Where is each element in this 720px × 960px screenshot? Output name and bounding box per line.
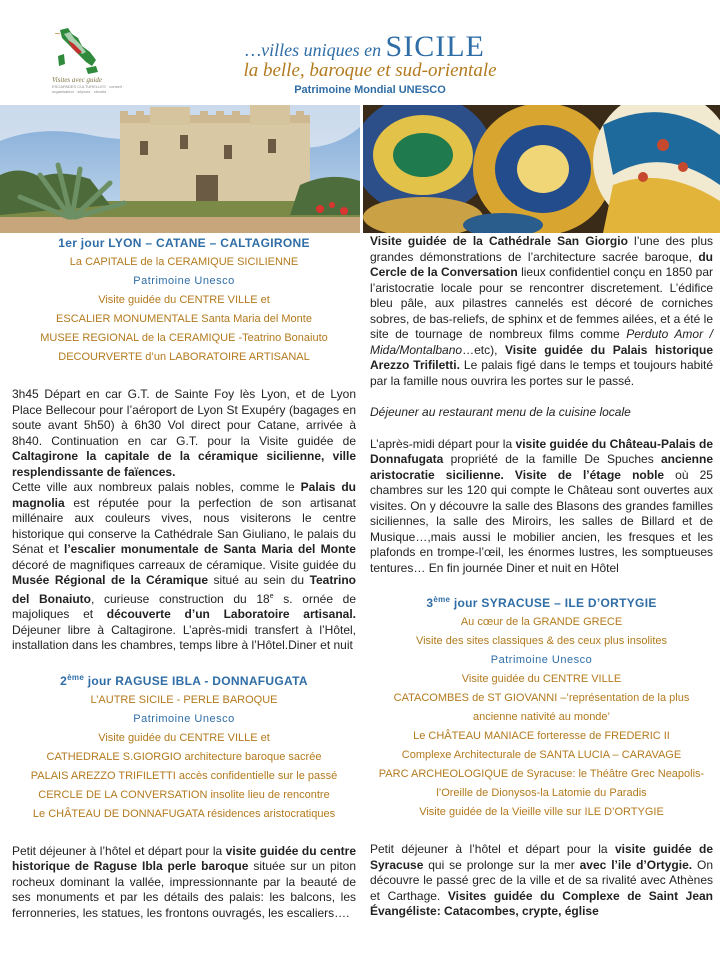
- day2-title-num: 2: [60, 673, 68, 688]
- page-title: [0, 30, 720, 64]
- text-run: propriété de la famille De Spuches: [443, 452, 661, 466]
- text-run: Petit déjeuner à l’hôtel et départ pour la: [370, 842, 615, 856]
- heritage-label: Patrimoine Mondial UNESCO: [294, 84, 446, 96]
- text-run-bold: l’escalier monumentale de Santa Maria del Monte: [64, 542, 356, 556]
- day3-line: Visite guidée du CENTRE VILLE: [461, 673, 622, 685]
- text-run: où 25 chambres sur les 120 qui compte le Château sont ouvertes aux visites. On y découvre la salle des Blasons des grandes familles siciliennes, la salle des Miroirs, les salles de Billard et de Musique…,mais aussi le mobilier ancien, les fresques et les plafonds en trompe-l’œil, les énormes lustres, les somptueuses tentures… En fin journée Diner et nuit en Hôtel: [370, 467, 713, 575]
- right-column: [370, 234, 713, 920]
- day3-paragraph-1: [370, 842, 713, 920]
- day2-paragraph-1: [12, 844, 356, 922]
- text-run: l’une des plus grandes démonstrations de l’architecture sacrée baroque,: [370, 234, 714, 264]
- text-run-sup: e: [269, 592, 274, 600]
- logo-subtitle: ESCAPADES CULTURELLES · conseil · organisation · séjours · circuits: [52, 84, 125, 94]
- text-run: On découvre le passé grec de la ville et de sa rivalité avec Athènes et Carthage.: [370, 857, 713, 903]
- text-run: qui se prolonge sur la mer: [423, 857, 580, 872]
- text-run: Cette ville aux nombreux palais nobles, comme le: [12, 480, 301, 494]
- text-run-bold: Visites guidée du Complexe de Saint Jean Évangéliste: Catacombes, crypte, église: [370, 888, 714, 918]
- text-run: Le palais figé dans le temps et toujours habité par la famille nous ouvrira les portes sur le passé.: [370, 358, 713, 388]
- text-run: situé au sein du: [208, 573, 310, 587]
- day2-line: Le CHÂTEAU DE DONNAFUGATA résidences aristocratiques: [32, 807, 336, 820]
- text-run: …etc),: [462, 342, 505, 357]
- day1-line: MUSEE REGIONAL de la CERAMIQUE -Teatrino Bonaiuto: [40, 332, 328, 344]
- day1-title: 1er jour LYON – CATANE – CALTAGIRONE: [58, 236, 310, 250]
- page-header: [0, 0, 720, 104]
- day3-title: [370, 590, 713, 613]
- day1-paragraph-2: [12, 480, 356, 654]
- day3-line: Complexe Architecturale de SANTA LUCIA – CARAVAGE: [401, 749, 682, 761]
- day3-program: [370, 590, 713, 822]
- text-run-bold: visite guidée du Château-Palais de Donnafugata: [370, 436, 713, 466]
- text-run: , curieuse construction du 18: [91, 591, 270, 606]
- text-run: lieux confidentiel conçu en 1850 par l’aristocratie locale pour se rencontrer discretement. L’édifice bleu pâle, aux pilastres cannelés est décoré de corniches sobres, de bas-reliefs, de sphinx et de femmes ailées, et a été le site de tournage de nombreux films comme: [370, 265, 713, 341]
- day3-title-sup: ème: [433, 595, 451, 604]
- day2-line: Visite guidée du CENTRE VILLE et: [98, 731, 270, 744]
- day3-line: Visite guidée de la Vieille ville sur ILE D’ORTYGIE: [419, 806, 664, 818]
- logo-title: Visites avec guide: [52, 76, 103, 84]
- text-run-bold: ancienne aristocratie sicilienne. Visite de l’étage noble: [370, 452, 713, 482]
- day1-program: [12, 234, 356, 367]
- day2-paragraph-2: [370, 234, 713, 389]
- day3-line: Le CHÂTEAU MANIACE forteresse de FREDERIC II: [413, 730, 670, 742]
- day2-title-rest: jour RAGUSE IBLA - DONNAFUGATA: [84, 673, 308, 688]
- svg-text:~: ~: [54, 29, 61, 38]
- day2-line: Patrimoine Unesco: [133, 712, 235, 725]
- text-run: située sur un piton rocheux dominant la vallée, impressionnante par la beauté de ses monuments et par les détails des palais: les balcons, les ferronneries, les statues, les frontons ouvragés, les escaliers….: [12, 859, 357, 920]
- text-run: décoré de magnifiques carreaux de céramique. Visite guidée du: [12, 557, 356, 572]
- text-run: est réputée pour la perfection de son artisanat millénaire aux couleurs vives, nous visiterons le centre historique qui conserve la Cathédrale San Giuliano, le palais du Sénat et: [12, 495, 356, 556]
- left-column: [12, 234, 356, 921]
- day2-line: CATHEDRALE S.GIORGIO architecture baroque sacrée: [46, 750, 322, 763]
- text-run: L’après-midi départ pour la: [370, 436, 516, 451]
- day2-title: [12, 668, 356, 691]
- text-run: Déjeuner libre à Caltagirone. L’après-midi transfert à l’Hôtel, installation dans les chambres, temps libre à l’Hôtel.Diner et nuit: [12, 622, 356, 652]
- day1-line: Patrimoine Unesco: [133, 275, 235, 287]
- text-run-italic: Perduto Amor / Mida/Montalbano: [370, 327, 713, 357]
- day2-line: L’AUTRE SICILE - PERLE BAROQUE: [90, 693, 278, 706]
- day2-line: CERCLE DE LA CONVERSATION insolite lieu de rencontre: [38, 788, 330, 801]
- day3-line: Visite des sites classiques & des ceux plus insolites: [415, 635, 668, 647]
- text-run: Petit déjeuner à l’hôtel et départ pour la: [12, 843, 226, 858]
- lunch-note: Déjeuner au restaurant menu de la cuisine locale: [370, 405, 631, 419]
- day3-line: Patrimoine Unesco: [490, 654, 593, 666]
- castle-photo: [0, 105, 360, 233]
- ceramic-pots-photo: [363, 105, 720, 233]
- day1-line: La CAPITALE de la CERAMIQUE SICILIENNE: [69, 256, 299, 268]
- text-run-bold: Musée Régional de la Céramique: [12, 573, 209, 587]
- text-run-bold: avec l’ile d’Ortygie.: [579, 857, 693, 872]
- text-run-bold: Visite guidée de la Cathédrale San Giorgio: [370, 234, 628, 248]
- title-big: SICILE: [385, 30, 485, 63]
- page-subtitle: la belle, baroque et sud-orientale: [243, 60, 497, 81]
- text-run-bold: Visite guidée du Palais historique Arezzo Trifiletti.: [370, 342, 713, 372]
- day3-line: l’Oreille de Dionysos-la Latomie du Paradis: [436, 787, 647, 799]
- text-run-bold: Caltagirone la capitale de la céramique sicilienne, ville resplendissante de faïences.: [12, 449, 356, 479]
- day2-line: PALAIS AREZZO TRIFILETTI accès confidentielle sur le passé: [30, 769, 338, 782]
- day2-program: [12, 668, 356, 824]
- day3-title-rest: jour SYRACUSE – ILE D’ORTYGIE: [450, 596, 657, 610]
- day3-line: PARC ARCHEOLOGIQUE de Syracuse: le Théâtre Grec Neapolis-: [378, 768, 705, 780]
- day3-line: CATACOMBES de ST GIOVANNI –’représentation de la plus: [393, 692, 690, 704]
- text-run-bold: visite guidée du centre historique de Raguse Ibla perle baroque: [12, 843, 356, 873]
- day3-title-num: 3: [426, 596, 434, 610]
- title-small: …villes uniques en: [245, 40, 382, 60]
- day1-paragraph-1: [12, 387, 356, 480]
- day1-line: Visite guidée du CENTRE VILLE et: [98, 294, 270, 306]
- text-run-bold: découverte d’un Laboratoire artisanal.: [106, 607, 356, 621]
- text-run-bold: Palais du magnolia: [12, 480, 357, 510]
- day3-line: ancienne nativité au monde’: [473, 711, 610, 723]
- text-run: s. ornée de majoliques et: [12, 591, 356, 621]
- text-run-bold: visite guidée de Syracuse: [370, 842, 713, 872]
- day2-title-sup: ème: [67, 672, 85, 682]
- text-run-bold: du Cercle de la Conversation: [370, 249, 713, 279]
- day3-line: Au cœur de la GRANDE GRECE: [460, 616, 623, 628]
- text-run: 3h45 Départ en car G.T. de Sainte Foy lès Lyon, et de Lyon Place Bellecour pour l’aéroport de Lyon St Exupéry (bagages en soute avant 5h50) à 6h30 Vol direct pour Catane, arrivée à 8h40. Continuation en car G.T. pour la Visite guidée de: [12, 387, 356, 448]
- day1-line: DECOURVERTE d’un LABORATOIRE ARTISANAL: [58, 351, 310, 363]
- day1-line: ESCALIER MONUMENTALE Santa Maria del Monte: [56, 313, 312, 325]
- text-run-bold: Teatrino del Bonaiuto: [12, 573, 357, 606]
- day2-paragraph-3: [370, 437, 713, 577]
